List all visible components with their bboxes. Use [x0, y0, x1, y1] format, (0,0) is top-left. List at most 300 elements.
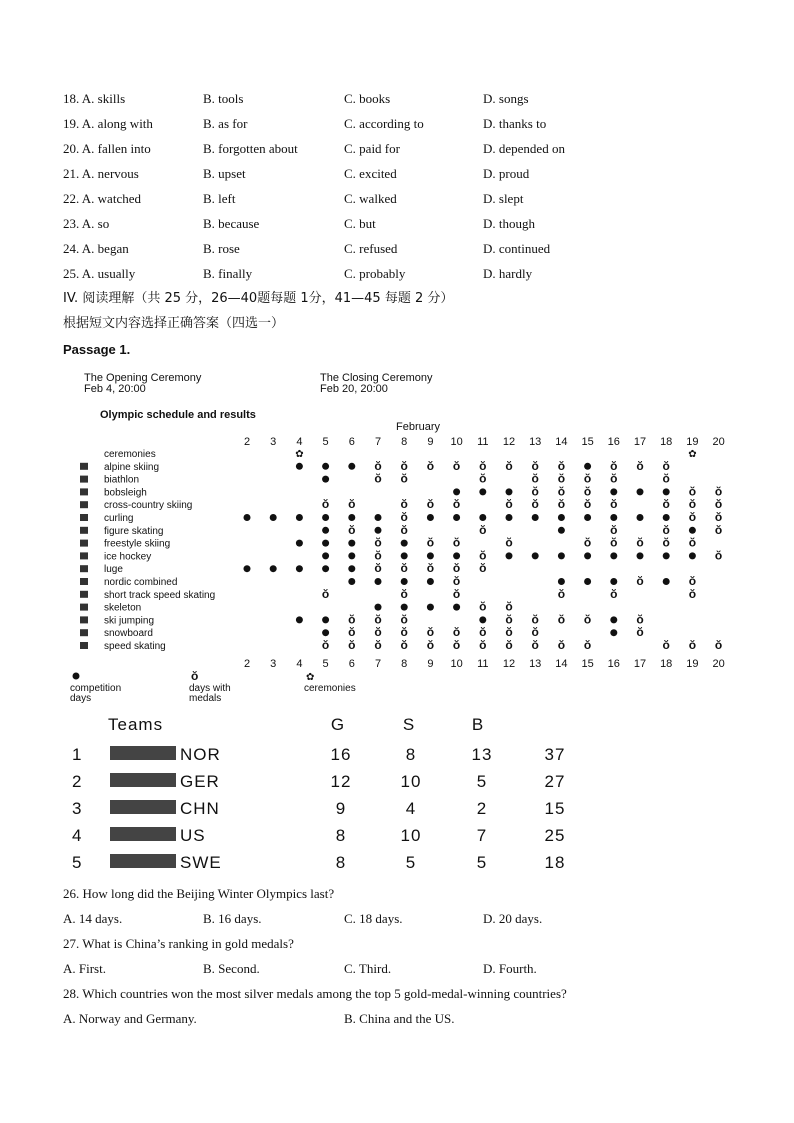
competition-day-mark — [322, 552, 329, 559]
medal-day-mark: ŏ — [452, 535, 461, 550]
competition-day-mark — [532, 552, 539, 559]
legend-medals-label: medals — [189, 693, 222, 704]
medal-day-mark: ŏ — [400, 625, 408, 640]
competition-day-mark — [479, 616, 486, 623]
competition-day-mark — [296, 616, 303, 623]
competition-day-mark — [663, 578, 670, 585]
medal-day-mark: ŏ — [505, 458, 513, 473]
rank: 3 — [72, 799, 83, 818]
medal-day-mark: ŏ — [583, 638, 592, 652]
day-label-top: 12 — [502, 436, 516, 448]
event-name: curling — [104, 513, 134, 524]
day-label-top: 16 — [607, 436, 620, 448]
medal-day-mark: ŏ — [714, 548, 723, 563]
day-label-bottom: 13 — [529, 658, 542, 670]
medal-day-mark: ŏ — [505, 612, 513, 627]
day-label-top: 19 — [686, 436, 699, 448]
header-silver: S — [402, 715, 416, 734]
total-count: 27 — [544, 772, 566, 791]
sport-icon — [80, 552, 88, 559]
day-label-top: 8 — [401, 436, 408, 448]
legend-competition-mark — [73, 673, 80, 680]
competition-day-mark — [296, 463, 303, 470]
medal-day-mark: ŏ — [557, 458, 566, 473]
option-a: 20. A. fallen into — [63, 141, 151, 156]
flag-icon — [110, 827, 176, 841]
option-b: B. finally — [203, 266, 253, 281]
medal-day-mark: ŏ — [452, 458, 461, 473]
medal-day-mark: ŏ — [452, 638, 461, 652]
day-label-top: 15 — [581, 436, 594, 448]
competition-day-mark — [610, 629, 617, 636]
month-label: February — [396, 421, 441, 433]
medal-day-mark: ŏ — [479, 548, 487, 563]
team-name: SWE — [180, 853, 222, 872]
medal-table — [66, 712, 586, 877]
medal-day-mark: ŏ — [374, 561, 382, 576]
competition-day-mark — [401, 540, 408, 547]
event-name: cross-country skiing — [104, 500, 193, 512]
event-name: speed skating — [104, 641, 166, 652]
competition-day-mark — [689, 552, 696, 559]
section-title: IV. 阅读理解（共 25 分，26—40题每题 1分，41—45 每题 2 分） — [63, 291, 454, 306]
competition-day-mark — [348, 514, 355, 521]
competition-day-mark — [375, 604, 382, 611]
medal-day-mark: ŏ — [452, 586, 461, 601]
medal-day-mark: ŏ — [505, 599, 513, 614]
medal-day-mark: ŏ — [531, 612, 539, 627]
event-name: nordic combined — [104, 577, 178, 588]
medal-day-mark: ŏ — [505, 638, 513, 652]
option-d: D. songs — [483, 91, 529, 106]
day-label-top: 6 — [348, 436, 355, 448]
medal-day-mark: ŏ — [688, 574, 697, 588]
day-label-bottom: 3 — [270, 658, 277, 670]
legend-ceremony-mark: ✿ — [306, 672, 315, 683]
competition-day-mark — [244, 514, 251, 521]
day-label-top: 10 — [450, 436, 463, 448]
bronze-count: 7 — [476, 826, 488, 845]
total-count: 18 — [544, 853, 566, 872]
competition-day-mark — [322, 540, 329, 547]
flag-icon — [110, 773, 176, 787]
competition-day-mark — [427, 578, 434, 585]
competition-day-mark — [401, 578, 408, 585]
gold-count: 8 — [335, 853, 347, 872]
option-b: B. as for — [203, 116, 248, 131]
competition-day-mark — [558, 552, 565, 559]
medal-day-mark: ŏ — [531, 471, 539, 486]
medal-day-mark: ŏ — [557, 497, 566, 512]
bronze-count: 2 — [476, 799, 488, 818]
medal-day-mark: ŏ — [610, 458, 618, 473]
sport-icon — [80, 629, 88, 636]
sport-icon — [80, 514, 88, 521]
option-c: C. probably — [344, 266, 406, 281]
event-name: figure skating — [104, 525, 164, 537]
competition-day-mark — [506, 514, 513, 521]
option-b: B. upset — [203, 166, 246, 181]
medal-day-mark: ŏ — [374, 548, 382, 563]
medal-day-mark: ŏ — [636, 574, 644, 588]
option-d: D. 20 days. — [483, 911, 543, 926]
day-label-top: 9 — [427, 436, 434, 448]
day-label-top: 20 — [712, 436, 725, 448]
medal-day-mark: ŏ — [662, 535, 670, 550]
day-label-top: 17 — [633, 436, 647, 448]
medal-day-mark: ŏ — [348, 497, 356, 512]
passage-label: Passage 1. — [63, 342, 131, 357]
medal-day-mark: ŏ — [688, 497, 697, 512]
option-c: C. but — [344, 216, 376, 231]
day-label-bottom: 17 — [633, 658, 647, 670]
medal-day-mark: ŏ — [452, 497, 461, 512]
competition-day-mark — [506, 552, 513, 559]
competition-day-mark — [348, 552, 355, 559]
medal-day-mark: ŏ — [583, 535, 592, 550]
event-name: ski jumping — [104, 615, 155, 627]
flag-icon — [110, 854, 176, 868]
option-d: D. proud — [483, 166, 530, 181]
option-d: D. continued — [483, 241, 551, 256]
event-name: bobsleigh — [104, 487, 147, 499]
total-count: 25 — [544, 826, 566, 845]
competition-day-mark — [322, 565, 329, 572]
medal-day-mark: ŏ — [610, 497, 618, 512]
medal-day-mark: ŏ — [636, 612, 644, 627]
competition-day-mark — [584, 463, 591, 470]
legend-ceremonies-label: ceremonies — [304, 683, 356, 694]
option-b: B. Second. — [203, 961, 260, 976]
competition-day-mark — [453, 552, 460, 559]
day-label-bottom: 16 — [607, 658, 620, 670]
event-name: alpine skiing — [104, 461, 160, 473]
medal-day-mark: ŏ — [374, 535, 382, 550]
silver-count: 10 — [400, 772, 422, 791]
medal-day-mark: ŏ — [479, 522, 487, 537]
option-d: D. depended on — [483, 141, 565, 156]
day-label-bottom: 4 — [296, 658, 303, 670]
sport-icon — [80, 501, 88, 508]
gold-count: 16 — [330, 745, 352, 764]
medal-day-mark: ŏ — [557, 638, 566, 652]
day-label-bottom: 19 — [686, 658, 699, 670]
option-a: A. 14 days. — [63, 911, 123, 926]
medal-day-mark: ŏ — [400, 510, 408, 524]
event-name: ice hockey — [104, 551, 152, 563]
medal-day-mark: ŏ — [400, 471, 408, 486]
medal-day-mark: ŏ — [714, 497, 723, 512]
option-d: D. thanks to — [483, 116, 547, 131]
event-name: ceremonies — [104, 449, 156, 460]
competition-day-mark — [244, 565, 251, 572]
competition-day-mark — [348, 578, 355, 585]
medal-day-mark: ŏ — [583, 612, 592, 627]
option-a: 18. A. skills — [63, 91, 126, 106]
medal-day-mark: ŏ — [452, 574, 461, 588]
medal-day-mark: ŏ — [479, 471, 487, 486]
competition-day-mark — [584, 514, 591, 521]
sport-icon — [80, 476, 88, 483]
competition-day-mark — [453, 604, 460, 611]
option-c: C. books — [344, 91, 391, 106]
medal-day-mark: ŏ — [374, 471, 382, 486]
day-label-top: 7 — [374, 436, 382, 448]
day-label-bottom: 10 — [450, 658, 463, 670]
medal-day-mark: ŏ — [662, 458, 670, 473]
team-name: GER — [180, 772, 220, 791]
competition-day-mark — [532, 514, 539, 521]
competition-day-mark — [479, 514, 486, 521]
medal-day-mark: ŏ — [610, 586, 618, 601]
competition-day-mark — [689, 527, 696, 534]
day-label-bottom: 15 — [581, 658, 594, 670]
day-label-top: 18 — [660, 436, 673, 448]
medal-day-mark: ŏ — [636, 535, 644, 550]
medal-day-mark: ŏ — [531, 625, 539, 640]
event-name: skeleton — [104, 602, 142, 614]
medal-day-mark: ŏ — [479, 458, 487, 473]
competition-day-mark — [663, 488, 670, 495]
competition-day-mark — [610, 578, 617, 585]
medal-day-mark: ŏ — [610, 471, 618, 486]
day-label-bottom: 8 — [401, 658, 408, 670]
medal-day-mark: ŏ — [321, 638, 330, 652]
gold-count: 12 — [330, 772, 352, 791]
medal-day-mark: ŏ — [505, 535, 513, 550]
competition-day-mark — [479, 488, 486, 495]
medal-day-mark: ŏ — [479, 599, 487, 614]
competition-day-mark — [270, 565, 277, 572]
medal-day-mark: ŏ — [714, 638, 723, 652]
schedule-heading: Olympic schedule and results — [100, 409, 256, 421]
question-text: 27. What is China’s ranking in gold medals? — [63, 936, 294, 951]
medal-day-mark: ŏ — [688, 535, 697, 550]
day-label-bottom: 12 — [502, 658, 516, 670]
competition-day-mark — [558, 527, 565, 534]
legend-competition-label: days — [70, 693, 92, 704]
event-name: snowboard — [104, 628, 153, 640]
competition-day-mark — [296, 514, 303, 521]
ceremony-mark: ✿ — [688, 449, 697, 460]
header-gold: G — [330, 715, 346, 734]
bronze-count: 13 — [471, 745, 493, 764]
medal-day-mark: ŏ — [400, 586, 408, 601]
day-label-top: 3 — [270, 436, 277, 448]
day-label-bottom: 7 — [374, 658, 382, 670]
day-label-bottom: 9 — [427, 658, 434, 670]
day-label-bottom: 18 — [660, 658, 673, 670]
medal-day-mark: ŏ — [688, 484, 697, 499]
option-a: 21. A. nervous — [63, 166, 139, 181]
option-b: B. China and the US. — [344, 1011, 455, 1026]
medal-day-mark: ŏ — [400, 638, 408, 652]
team-name: US — [180, 826, 206, 845]
sport-icon — [80, 565, 88, 572]
medal-day-mark: ŏ — [400, 458, 408, 473]
medal-day-mark: ŏ — [426, 561, 435, 576]
option-d: D. Fourth. — [483, 961, 537, 976]
team-name: CHN — [180, 799, 220, 818]
team-name: NOR — [180, 745, 221, 764]
option-c: C. refused — [344, 241, 398, 256]
sport-icon — [80, 604, 88, 611]
medal-day-mark: ŏ — [426, 625, 435, 640]
option-a: A. Norway and Germany. — [63, 1011, 197, 1026]
closing-ceremony-title: The Closing Ceremony — [320, 372, 433, 384]
rank: 5 — [72, 853, 83, 872]
competition-day-mark — [322, 463, 329, 470]
day-label-top: 13 — [529, 436, 542, 448]
header-bronze: B — [471, 715, 485, 734]
option-b: B. tools — [203, 91, 244, 106]
competition-day-mark — [427, 514, 434, 521]
medal-day-mark: ŏ — [583, 471, 592, 486]
day-label-top: 5 — [322, 436, 329, 448]
competition-day-mark — [610, 488, 617, 495]
option-a: 22. A. watched — [63, 191, 141, 206]
medal-day-mark: ŏ — [400, 561, 408, 576]
legend-medals-label: days with — [189, 683, 231, 694]
event-name: short track speed skating — [104, 589, 216, 601]
option-b: B. rose — [203, 241, 240, 256]
option-b: B. because — [203, 216, 260, 231]
medal-day-mark: ŏ — [714, 522, 723, 537]
medal-day-mark: ŏ — [583, 484, 592, 499]
day-label-bottom: 11 — [477, 658, 489, 670]
bronze-count: 5 — [476, 772, 488, 791]
silver-count: 10 — [400, 826, 422, 845]
competition-day-mark — [637, 552, 644, 559]
competition-day-mark — [270, 514, 277, 521]
medal-day-mark: ŏ — [688, 638, 697, 652]
competition-day-mark — [375, 514, 382, 521]
sport-icon — [80, 450, 88, 457]
day-label-top: 2 — [243, 436, 251, 448]
medal-day-mark: ŏ — [479, 625, 487, 640]
medal-day-mark: ŏ — [714, 484, 723, 499]
gold-count: 8 — [335, 826, 347, 845]
competition-day-mark — [610, 616, 617, 623]
competition-day-mark — [322, 616, 329, 623]
medal-day-mark: ŏ — [479, 561, 487, 576]
medal-day-mark: ŏ — [557, 612, 566, 627]
sport-icon — [80, 463, 88, 470]
medal-day-mark: ŏ — [662, 471, 670, 486]
sport-icon — [80, 540, 88, 547]
competition-day-mark — [663, 552, 670, 559]
medal-day-mark: ŏ — [374, 638, 382, 652]
day-label-bottom: 6 — [348, 658, 355, 670]
sport-icon — [80, 642, 88, 649]
closing-ceremony-time: Feb 20, 20:00 — [320, 383, 388, 395]
option-a: 25. A. usually — [63, 266, 136, 281]
competition-day-mark — [427, 604, 434, 611]
competition-day-mark — [348, 463, 355, 470]
day-label-bottom: 20 — [712, 658, 725, 670]
rank: 1 — [72, 745, 83, 764]
competition-day-mark — [663, 514, 670, 521]
option-d: D. slept — [483, 191, 524, 206]
gold-count: 9 — [335, 799, 347, 818]
medal-day-mark: ŏ — [321, 586, 330, 601]
medal-day-mark: ŏ — [426, 535, 435, 550]
medal-day-mark: ŏ — [400, 522, 408, 537]
event-name: freestyle skiing — [104, 538, 171, 550]
medal-day-mark: ŏ — [426, 458, 435, 473]
option-d: D. hardly — [483, 266, 533, 281]
medal-day-mark: ŏ — [714, 510, 723, 524]
competition-day-mark — [584, 552, 591, 559]
option-c: C. according to — [344, 116, 424, 131]
event-name: biathlon — [104, 474, 140, 486]
medal-day-mark: ŏ — [452, 625, 461, 640]
competition-day-mark — [375, 527, 382, 534]
competition-day-mark — [558, 578, 565, 585]
option-c: C. walked — [344, 191, 397, 206]
medal-day-mark: ŏ — [662, 497, 670, 512]
competition-day-mark — [322, 476, 329, 483]
medal-day-mark: ŏ — [662, 522, 670, 537]
medal-day-mark: ŏ — [348, 522, 356, 537]
medal-day-mark: ŏ — [531, 497, 539, 512]
question-text: 28. Which countries won the most silver medals among the top 5 gold-medal-winning countries? — [63, 986, 567, 1001]
competition-day-mark — [427, 552, 434, 559]
medal-day-mark: ŏ — [400, 612, 408, 627]
question-text: 26. How long did the Beijing Winter Olympics last? — [63, 886, 335, 901]
option-a: 24. A. began — [63, 241, 129, 256]
silver-count: 8 — [405, 745, 417, 764]
opening-ceremony-time: Feb 4, 20:00 — [84, 383, 146, 395]
competition-day-mark — [584, 578, 591, 585]
flag-icon — [110, 800, 176, 814]
total-count: 15 — [544, 799, 566, 818]
event-name: luge — [104, 564, 123, 576]
competition-day-mark — [401, 552, 408, 559]
medal-day-mark: ŏ — [662, 638, 670, 652]
option-b: B. left — [203, 191, 236, 206]
rank: 4 — [72, 826, 83, 845]
day-label-top: 14 — [555, 436, 568, 448]
competition-day-mark — [375, 578, 382, 585]
medal-day-mark: ŏ — [505, 625, 513, 640]
section-instruction: 根据短文内容选择正确答案（四选一） — [63, 316, 285, 331]
competition-day-mark — [348, 540, 355, 547]
competition-day-mark — [637, 488, 644, 495]
option-a: 19. A. along with — [63, 116, 153, 131]
header-teams: Teams — [108, 715, 164, 734]
competition-day-mark — [637, 514, 644, 521]
medal-day-mark: ŏ — [557, 484, 566, 499]
medal-day-mark: ŏ — [610, 522, 618, 537]
competition-day-mark — [322, 527, 329, 534]
total-count: 37 — [544, 745, 566, 764]
option-c: C. Third. — [344, 961, 392, 976]
competition-day-mark — [401, 604, 408, 611]
competition-day-mark — [453, 514, 460, 521]
medal-day-mark: ŏ — [400, 497, 408, 512]
bronze-count: 5 — [476, 853, 488, 872]
medal-day-mark: ŏ — [531, 458, 539, 473]
competition-day-mark — [296, 540, 303, 547]
medal-day-mark: ŏ — [531, 484, 539, 499]
day-label-top: 4 — [296, 436, 303, 448]
medal-day-mark: ŏ — [374, 625, 382, 640]
medal-day-mark: ŏ — [348, 612, 356, 627]
medal-day-mark: ŏ — [636, 625, 644, 640]
medal-day-mark: ŏ — [348, 625, 356, 640]
day-label-bottom: 2 — [243, 658, 251, 670]
